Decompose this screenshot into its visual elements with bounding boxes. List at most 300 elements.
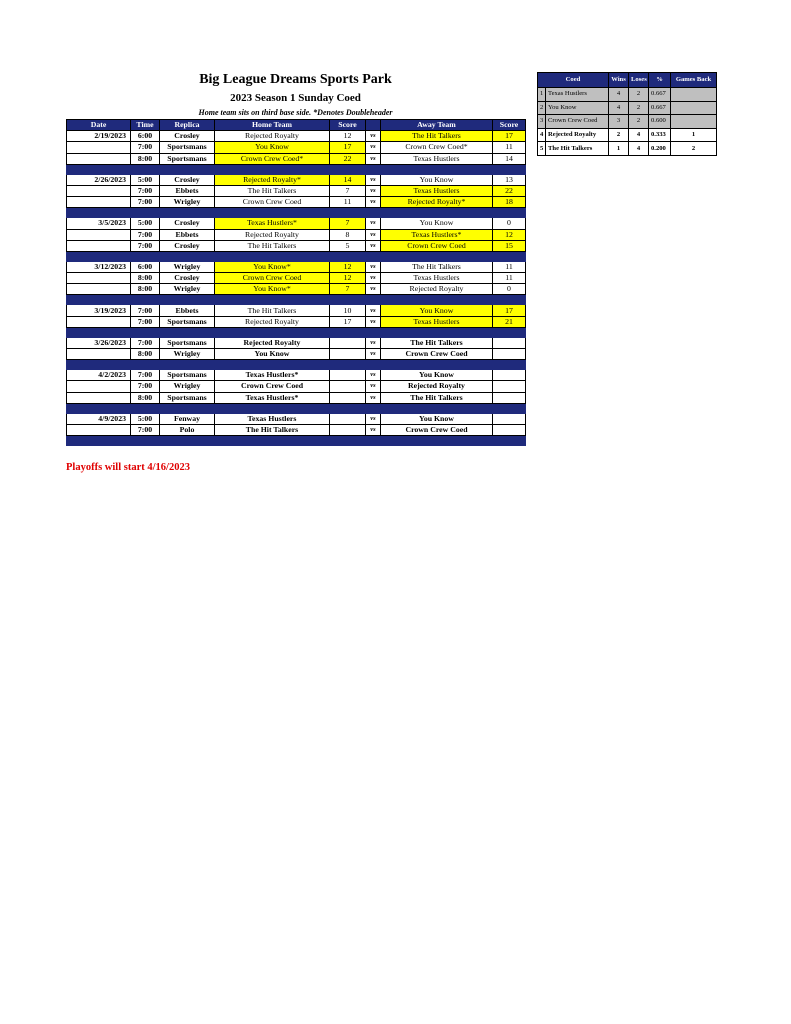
separator-cell: [160, 403, 215, 413]
separator-cell: [160, 327, 215, 337]
column-header: Games Back: [671, 73, 717, 88]
team-rank: 4: [538, 128, 546, 142]
game-date: [67, 392, 131, 403]
separator-cell: [67, 164, 131, 174]
team-losses: 2: [629, 88, 649, 102]
game-row: [67, 229, 526, 240]
team-name: Texas Hustlers: [546, 88, 609, 102]
away-team: Texas Hustlers: [381, 273, 493, 284]
versus-label: vs: [366, 197, 381, 208]
away-team: You Know: [381, 413, 493, 424]
separator-cell: [160, 436, 215, 446]
game-row: [67, 174, 526, 185]
separator-cell: [131, 208, 160, 218]
home-score: 17: [330, 142, 366, 153]
week-separator: [67, 327, 526, 337]
game-row: [67, 305, 526, 316]
game-row: [67, 131, 526, 142]
home-score: [330, 413, 366, 424]
home-score: [330, 424, 366, 435]
standings-header-row: [538, 73, 717, 88]
away-score: 22: [493, 185, 526, 196]
separator-cell: [366, 208, 381, 218]
home-team: Crown Crew Coed: [215, 381, 330, 392]
versus-label: vs: [366, 424, 381, 435]
games-back: 2: [671, 142, 717, 156]
home-team: Texas Hustlers*: [215, 392, 330, 403]
separator-cell: [67, 403, 131, 413]
team-wins: 4: [609, 101, 629, 115]
column-header: Replica: [160, 120, 215, 131]
game-time: 7:00: [131, 197, 160, 208]
team-losses: 4: [629, 142, 649, 156]
away-score: [493, 370, 526, 381]
game-date: [67, 142, 131, 153]
away-score: 0: [493, 284, 526, 295]
column-header: Wins: [609, 73, 629, 88]
versus-label: vs: [366, 284, 381, 295]
separator-cell: [381, 436, 493, 446]
week-separator: [67, 360, 526, 370]
game-date: 3/5/2023: [67, 218, 131, 229]
separator-cell: [330, 295, 366, 305]
standings-row: [538, 142, 717, 156]
column-header: Date: [67, 120, 131, 131]
field-name: Sportsmans: [160, 142, 215, 153]
separator-cell: [215, 164, 330, 174]
versus-label: vs: [366, 381, 381, 392]
game-row: [67, 240, 526, 251]
game-time: 5:00: [131, 218, 160, 229]
away-score: [493, 424, 526, 435]
game-row: [67, 218, 526, 229]
team-wins: 3: [609, 115, 629, 129]
separator-cell: [381, 208, 493, 218]
week-separator: [67, 295, 526, 305]
field-name: Ebbets: [160, 229, 215, 240]
separator-cell: [131, 436, 160, 446]
game-row: [67, 413, 526, 424]
versus-label: vs: [366, 174, 381, 185]
game-date: 2/19/2023: [67, 131, 131, 142]
home-score: [330, 337, 366, 348]
separator-cell: [493, 295, 526, 305]
field-name: Wrigley: [160, 381, 215, 392]
separator-cell: [381, 360, 493, 370]
away-team: Crown Crew Coed: [381, 424, 493, 435]
schedule-header-row: [67, 120, 526, 131]
away-score: 12: [493, 229, 526, 240]
home-score: [330, 392, 366, 403]
field-name: Sportsmans: [160, 153, 215, 164]
field-name: Crosley: [160, 218, 215, 229]
home-score: [330, 349, 366, 360]
separator-cell: [131, 360, 160, 370]
separator-cell: [493, 208, 526, 218]
season-subtitle: 2023 Season 1 Sunday Coed: [230, 92, 361, 104]
game-date: 4/2/2023: [67, 370, 131, 381]
away-score: 17: [493, 131, 526, 142]
home-team: Rejected Royalty: [215, 337, 330, 348]
away-score: 11: [493, 273, 526, 284]
schedule-table: [66, 119, 526, 446]
home-score: 8: [330, 229, 366, 240]
field-name: Wrigley: [160, 197, 215, 208]
game-row: [67, 284, 526, 295]
game-date: [67, 153, 131, 164]
versus-label: vs: [366, 305, 381, 316]
separator-cell: [493, 251, 526, 261]
game-time: 7:00: [131, 142, 160, 153]
standings-row: [538, 115, 717, 129]
game-row: [67, 349, 526, 360]
home-score: 12: [330, 261, 366, 272]
away-score: 11: [493, 261, 526, 272]
separator-cell: [215, 208, 330, 218]
week-separator: [67, 208, 526, 218]
team-name: You Know: [546, 101, 609, 115]
column-header: Away Team: [381, 120, 493, 131]
game-row: [67, 197, 526, 208]
home-team: The Hit Talkers: [215, 185, 330, 196]
separator-cell: [330, 327, 366, 337]
column-header: %: [649, 73, 671, 88]
game-time: 7:00: [131, 185, 160, 196]
game-row: [67, 142, 526, 153]
away-team: You Know: [381, 174, 493, 185]
game-row: [67, 153, 526, 164]
game-time: 7:00: [131, 424, 160, 435]
separator-cell: [330, 403, 366, 413]
separator-cell: [160, 164, 215, 174]
home-team: You Know: [215, 142, 330, 153]
game-time: 6:00: [131, 261, 160, 272]
team-name: Rejected Royalty: [546, 128, 609, 142]
column-header: Coed: [538, 73, 609, 88]
away-team: The Hit Talkers: [381, 337, 493, 348]
versus-label: vs: [366, 349, 381, 360]
versus-label: vs: [366, 218, 381, 229]
team-rank: 3: [538, 115, 546, 129]
separator-cell: [67, 436, 131, 446]
away-score: [493, 392, 526, 403]
game-time: 5:00: [131, 174, 160, 185]
game-date: [67, 349, 131, 360]
game-date: 3/26/2023: [67, 337, 131, 348]
separator-cell: [215, 403, 330, 413]
away-score: [493, 337, 526, 348]
field-name: Crosley: [160, 273, 215, 284]
away-score: 21: [493, 316, 526, 327]
game-date: [67, 185, 131, 196]
away-team: Texas Hustlers*: [381, 229, 493, 240]
team-wins: 4: [609, 88, 629, 102]
field-name: Crosley: [160, 131, 215, 142]
versus-label: vs: [366, 131, 381, 142]
versus-label: vs: [366, 413, 381, 424]
team-losses: 2: [629, 101, 649, 115]
separator-cell: [215, 295, 330, 305]
away-score: 15: [493, 240, 526, 251]
away-team: Rejected Royalty: [381, 381, 493, 392]
versus-label: vs: [366, 370, 381, 381]
away-team: You Know: [381, 218, 493, 229]
game-time: 7:00: [131, 316, 160, 327]
field-name: Sportsmans: [160, 316, 215, 327]
separator-cell: [381, 164, 493, 174]
home-team: The Hit Talkers: [215, 240, 330, 251]
game-date: 4/9/2023: [67, 413, 131, 424]
team-rank: 2: [538, 101, 546, 115]
win-percentage: 0.333: [649, 128, 671, 142]
home-score: [330, 381, 366, 392]
separator-cell: [215, 360, 330, 370]
home-score: [330, 370, 366, 381]
team-name: The Hit Talkers: [546, 142, 609, 156]
separator-cell: [366, 251, 381, 261]
field-name: Wrigley: [160, 284, 215, 295]
away-team: The Hit Talkers: [381, 131, 493, 142]
separator-cell: [131, 251, 160, 261]
win-percentage: 0.200: [649, 142, 671, 156]
separator-cell: [67, 327, 131, 337]
game-row: [67, 273, 526, 284]
home-score: 14: [330, 174, 366, 185]
team-wins: 1: [609, 142, 629, 156]
away-score: [493, 413, 526, 424]
away-score: 11: [493, 142, 526, 153]
separator-cell: [215, 327, 330, 337]
away-team: The Hit Talkers: [381, 392, 493, 403]
away-team: Crown Crew Coed: [381, 240, 493, 251]
home-team: You Know*: [215, 261, 330, 272]
separator-cell: [160, 251, 215, 261]
field-name: Fenway: [160, 413, 215, 424]
week-separator: [67, 164, 526, 174]
away-team: You Know: [381, 370, 493, 381]
versus-label: vs: [366, 142, 381, 153]
separator-cell: [330, 360, 366, 370]
win-percentage: 0.667: [649, 88, 671, 102]
game-time: 8:00: [131, 284, 160, 295]
separator-cell: [493, 327, 526, 337]
game-row: [67, 337, 526, 348]
standings-row: [538, 88, 717, 102]
column-header: [366, 120, 381, 131]
column-header: Score: [330, 120, 366, 131]
separator-cell: [366, 327, 381, 337]
separator-cell: [67, 208, 131, 218]
game-date: [67, 240, 131, 251]
separator-cell: [330, 164, 366, 174]
standings-row: [538, 101, 717, 115]
week-separator: [67, 403, 526, 413]
home-score: 11: [330, 197, 366, 208]
separator-cell: [67, 360, 131, 370]
home-team: You Know*: [215, 284, 330, 295]
field-name: Ebbets: [160, 185, 215, 196]
column-header: Loses: [629, 73, 649, 88]
home-score: 7: [330, 284, 366, 295]
separator-cell: [131, 295, 160, 305]
column-header: Home Team: [215, 120, 330, 131]
team-name: Crown Crew Coed: [546, 115, 609, 129]
away-team: Crown Crew Coed*: [381, 142, 493, 153]
home-team: Texas Hustlers: [215, 413, 330, 424]
versus-label: vs: [366, 273, 381, 284]
separator-cell: [493, 360, 526, 370]
home-team: Rejected Royalty: [215, 229, 330, 240]
game-date: 3/12/2023: [67, 261, 131, 272]
field-name: Sportsmans: [160, 370, 215, 381]
game-time: 5:00: [131, 413, 160, 424]
game-date: [67, 284, 131, 295]
away-score: [493, 349, 526, 360]
home-score: 7: [330, 218, 366, 229]
game-time: 8:00: [131, 153, 160, 164]
field-name: Wrigley: [160, 349, 215, 360]
separator-cell: [215, 251, 330, 261]
versus-label: vs: [366, 185, 381, 196]
games-back: [671, 101, 717, 115]
home-score: 10: [330, 305, 366, 316]
team-wins: 2: [609, 128, 629, 142]
game-time: 8:00: [131, 349, 160, 360]
game-time: 7:00: [131, 240, 160, 251]
home-team: Crown Crew Coed*: [215, 153, 330, 164]
column-header: Time: [131, 120, 160, 131]
field-name: Ebbets: [160, 305, 215, 316]
game-row: [67, 424, 526, 435]
game-row: [67, 261, 526, 272]
home-team: Crown Crew Coed: [215, 197, 330, 208]
versus-label: vs: [366, 337, 381, 348]
standings-row: [538, 128, 717, 142]
separator-cell: [493, 436, 526, 446]
game-date: [67, 197, 131, 208]
team-rank: 1: [538, 88, 546, 102]
page-title: Big League Dreams Sports Park: [199, 72, 392, 87]
game-date: [67, 273, 131, 284]
versus-label: vs: [366, 316, 381, 327]
game-date: [67, 316, 131, 327]
home-team: Rejected Royalty: [215, 316, 330, 327]
field-name: Crosley: [160, 240, 215, 251]
game-date: 2/26/2023: [67, 174, 131, 185]
separator-cell: [67, 251, 131, 261]
away-team: Rejected Royalty: [381, 284, 493, 295]
games-back: [671, 88, 717, 102]
game-date: [67, 381, 131, 392]
separator-cell: [131, 164, 160, 174]
separator-cell: [215, 436, 330, 446]
week-separator: [67, 251, 526, 261]
home-team: Texas Hustlers*: [215, 218, 330, 229]
away-team: The Hit Talkers: [381, 261, 493, 272]
separator-cell: [366, 360, 381, 370]
field-name: Polo: [160, 424, 215, 435]
separator-cell: [366, 164, 381, 174]
versus-label: vs: [366, 153, 381, 164]
separator-cell: [160, 295, 215, 305]
separator-cell: [131, 327, 160, 337]
separator-cell: [131, 403, 160, 413]
game-time: 6:00: [131, 131, 160, 142]
separator-cell: [67, 295, 131, 305]
home-score: 5: [330, 240, 366, 251]
games-back: [671, 115, 717, 129]
schedule-note: Home team sits on third base side. *Denotes Doubleheader: [198, 108, 393, 117]
separator-cell: [160, 208, 215, 218]
game-date: [67, 424, 131, 435]
game-time: 7:00: [131, 381, 160, 392]
game-row: [67, 370, 526, 381]
team-losses: 4: [629, 128, 649, 142]
separator-cell: [366, 295, 381, 305]
separator-cell: [330, 208, 366, 218]
game-row: [67, 381, 526, 392]
home-team: The Hit Talkers: [215, 305, 330, 316]
away-team: Rejected Royalty*: [381, 197, 493, 208]
separator-cell: [366, 436, 381, 446]
away-team: Texas Hustlers: [381, 316, 493, 327]
home-score: 22: [330, 153, 366, 164]
away-score: 13: [493, 174, 526, 185]
away-score: [493, 381, 526, 392]
separator-cell: [381, 251, 493, 261]
separator-cell: [381, 403, 493, 413]
away-team: Crown Crew Coed: [381, 349, 493, 360]
field-name: Wrigley: [160, 261, 215, 272]
game-time: 7:00: [131, 229, 160, 240]
home-team: The Hit Talkers: [215, 424, 330, 435]
column-header: Score: [493, 120, 526, 131]
game-time: 8:00: [131, 392, 160, 403]
game-time: 7:00: [131, 337, 160, 348]
field-name: Sportsmans: [160, 392, 215, 403]
game-time: 7:00: [131, 305, 160, 316]
away-score: 0: [493, 218, 526, 229]
game-date: 3/19/2023: [67, 305, 131, 316]
team-losses: 2: [629, 115, 649, 129]
away-score: 18: [493, 197, 526, 208]
versus-label: vs: [366, 240, 381, 251]
win-percentage: 0.600: [649, 115, 671, 129]
game-date: [67, 229, 131, 240]
team-rank: 5: [538, 142, 546, 156]
away-score: 17: [493, 305, 526, 316]
home-team: You Know: [215, 349, 330, 360]
games-back: 1: [671, 128, 717, 142]
game-row: [67, 316, 526, 327]
away-team: You Know: [381, 305, 493, 316]
separator-cell: [493, 164, 526, 174]
playoffs-notice: Playoffs will start 4/16/2023: [66, 462, 190, 473]
away-score: 14: [493, 153, 526, 164]
versus-label: vs: [366, 392, 381, 403]
home-score: 17: [330, 316, 366, 327]
home-team: Crown Crew Coed: [215, 273, 330, 284]
separator-cell: [381, 327, 493, 337]
field-name: Sportsmans: [160, 337, 215, 348]
versus-label: vs: [366, 229, 381, 240]
separator-cell: [330, 251, 366, 261]
separator-cell: [160, 360, 215, 370]
separator-cell: [493, 403, 526, 413]
week-separator: [67, 436, 526, 446]
home-team: Rejected Royalty*: [215, 174, 330, 185]
separator-cell: [330, 436, 366, 446]
